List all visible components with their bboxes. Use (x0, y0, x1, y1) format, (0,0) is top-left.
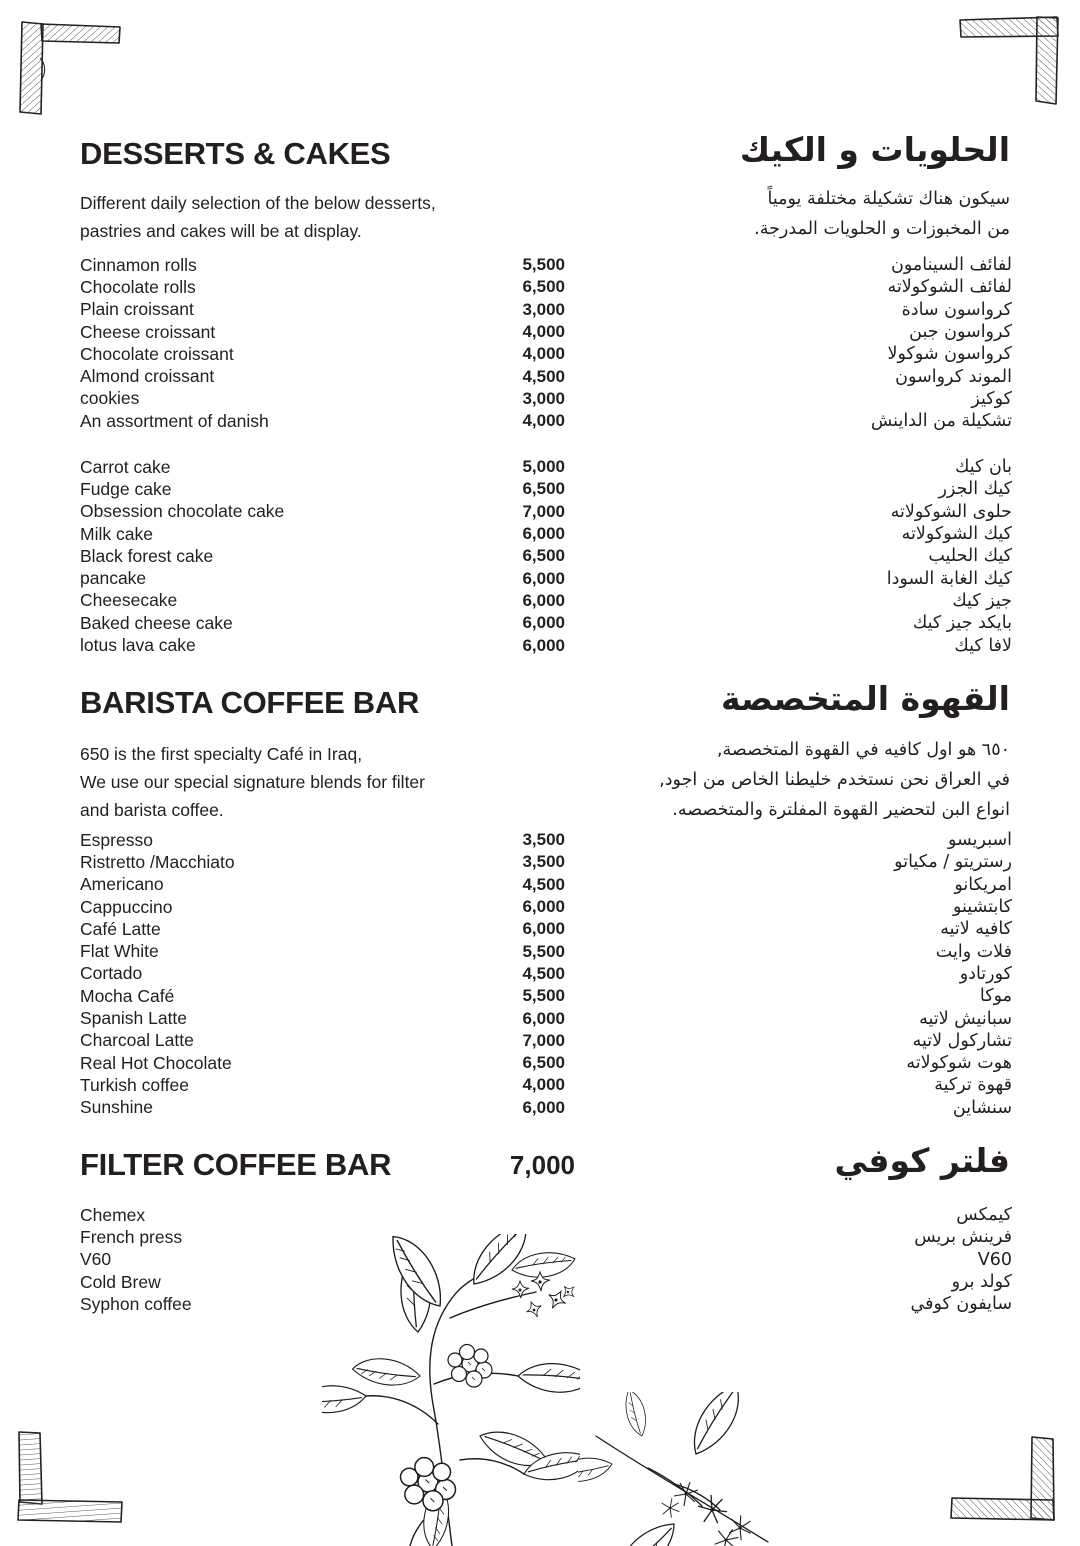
item-name-en: Charcoal Latte (80, 1030, 194, 1051)
desserts-description-ar (754, 184, 1010, 244)
item-name-ar: بايكد جيز كيك (912, 613, 1012, 634)
item-name-en: Fudge cake (80, 478, 172, 499)
menu-item-row (80, 829, 1012, 851)
item-price: 6,000 (522, 897, 565, 917)
item-name-en: Chocolate croissant (80, 343, 234, 364)
wood-corner-bottom-right-icon (950, 1436, 1056, 1522)
item-price: 3,000 (522, 388, 565, 408)
menu-item-row (80, 299, 1012, 321)
item-name-ar: موكا (979, 986, 1012, 1007)
item-name-en: Almond croissant (80, 366, 215, 387)
item-price: 6,500 (522, 277, 565, 297)
description-line: سيكون هناك تشكيلة مختلفة يومياً (767, 189, 1010, 209)
item-name-ar: رستريتو / مكياتو (894, 852, 1012, 873)
item-name-ar: اسبريسو (948, 830, 1012, 851)
menu-item-row (80, 501, 1012, 523)
item-name-ar: فلات وايت (935, 941, 1012, 962)
barista-section-title-ar: القهوة المتخصصة (720, 679, 1010, 718)
item-price: 4,000 (522, 344, 565, 364)
description-line: ٦٥٠ هو اول كافيه في القهوة المتخصصة, (716, 740, 1010, 760)
item-name-ar: كرواسون شوكولا (887, 344, 1012, 365)
item-name-ar: كورتادو (959, 963, 1012, 984)
pastries-list (80, 254, 1012, 432)
item-name-ar: كيك الغابة السودا (886, 568, 1012, 589)
item-name-ar: هوت شوكولاته (906, 1053, 1012, 1074)
menu-item-row (80, 634, 1012, 656)
description-line: 650 is the first specialty Café in Iraq, (80, 744, 363, 764)
item-name-en: Flat White (80, 941, 159, 962)
menu-item-row (80, 410, 1012, 432)
item-price: 4,500 (522, 366, 565, 386)
item-name-en: Mocha Café (80, 985, 175, 1006)
item-name-en: Cheese croissant (80, 321, 216, 342)
menu-item-row (80, 940, 1012, 962)
coffee-sprig-illustration (578, 1392, 783, 1546)
item-name-ar: سبانيش لاتيه (919, 1008, 1012, 1029)
item-price: 4,000 (522, 322, 565, 342)
filter-section-price: 7,000 (509, 1150, 575, 1180)
wood-corner-top-right-icon (958, 14, 1062, 106)
item-name-ar: تشاركول لاتيه (912, 1030, 1012, 1051)
menu-item-row (80, 254, 1012, 276)
barista-section-title-en: BARISTA COFFEE BAR (80, 685, 420, 720)
item-name-ar: V60 (977, 1249, 1012, 1270)
item-name-en: Cold Brew (80, 1271, 161, 1292)
item-price: 7,000 (522, 1030, 565, 1050)
item-price: 6,500 (522, 479, 565, 499)
menu-item-row (80, 1074, 1012, 1096)
description-line: and barista coffee. (80, 800, 224, 820)
item-price: 5,500 (522, 941, 565, 961)
item-name-en: Cappuccino (80, 896, 173, 917)
item-price: 6,000 (522, 524, 565, 544)
menu-item-row (80, 365, 1012, 387)
menu-item-row (80, 1030, 1012, 1052)
item-name-ar: جيز كيك (952, 590, 1012, 611)
item-price: 4,500 (522, 874, 565, 894)
item-price: 3,000 (522, 299, 565, 319)
barista-description-en (80, 740, 425, 824)
item-name-en: Café Latte (80, 918, 161, 939)
item-name-en: Turkish coffee (80, 1074, 189, 1095)
item-name-en: Syphon coffee (80, 1293, 192, 1314)
menu-item-row (80, 321, 1012, 343)
item-name-en: An assortment of danish (80, 410, 269, 431)
item-name-ar: الموند كرواسون (895, 366, 1012, 387)
item-name-ar: كرواسون سادة (901, 299, 1012, 320)
item-name-ar: لفائف السينامون (890, 255, 1012, 276)
item-price: 5,000 (522, 457, 565, 477)
description-line: We use our special signature blends for filter (80, 772, 425, 792)
desserts-section-title-ar: الحلويات و الكيك (739, 130, 1010, 169)
item-name-en: Cortado (80, 963, 143, 984)
coffee-plant-illustration (322, 1234, 580, 1546)
item-price: 6,000 (522, 613, 565, 633)
item-name-ar: كوكيز (971, 388, 1012, 409)
item-name-ar: تشكيلة من الداينش (870, 411, 1012, 432)
item-name-ar: سنشاين (952, 1097, 1012, 1118)
item-name-en: Chocolate rolls (80, 276, 196, 297)
item-name-ar: كيك الشوكولاته (901, 524, 1012, 545)
description-line: في العراق نحن نستخدم خليطنا الخاص من اجود, (659, 770, 1010, 790)
item-name-en: Plain croissant (80, 299, 194, 320)
item-name-ar: سايفون كوفي (910, 1294, 1012, 1315)
item-price: 4,000 (522, 1075, 565, 1095)
menu-item-row (80, 388, 1012, 410)
item-name-en: V60 (80, 1249, 112, 1270)
item-price: 4,500 (522, 963, 565, 983)
item-name-ar: كولد برو (951, 1272, 1012, 1293)
desserts-section-title-en: DESSERTS & CAKES (80, 136, 391, 171)
filter-section-title-en: FILTER COFFEE BAR (80, 1147, 392, 1182)
item-name-en: Espresso (80, 829, 153, 850)
menu-item-row (80, 896, 1012, 918)
item-name-en: Spanish Latte (80, 1008, 188, 1029)
item-name-ar: كيمكس (956, 1205, 1012, 1226)
menu-item-row (80, 567, 1012, 589)
filter-section-title-ar: فلتر كوفي (834, 1141, 1010, 1180)
item-name-ar: كيك الجزر (938, 479, 1012, 500)
item-name-en: Americano (80, 874, 164, 895)
item-name-en: Ristretto /Macchiato (80, 851, 235, 872)
description-line: pastries and cakes will be at display. (80, 221, 362, 241)
menu-item-row (80, 276, 1012, 298)
item-name-ar: فرينش بريس (914, 1227, 1012, 1248)
description-line: من المخبوزات و الحلويات المدرجة. (754, 219, 1010, 239)
desserts-description-en (80, 189, 436, 245)
menu-item-row (80, 1052, 1012, 1074)
item-name-en: Obsession chocolate cake (80, 501, 285, 522)
item-price: 6,000 (522, 590, 565, 610)
item-name-en: Cinnamon rolls (80, 254, 197, 275)
item-name-ar: كرواسون جبن (909, 322, 1012, 343)
menu-item-row (80, 1007, 1012, 1029)
menu-item-row (80, 478, 1012, 500)
item-name-en: Sunshine (80, 1097, 153, 1118)
menu-item-row (80, 523, 1012, 545)
menu-item-row (80, 1097, 1012, 1119)
item-price: 6,000 (522, 1097, 565, 1117)
menu-item-row (80, 590, 1012, 612)
wood-corner-bottom-left-icon (16, 1430, 124, 1524)
menu-item-row (80, 963, 1012, 985)
item-price: 5,500 (522, 986, 565, 1006)
item-price: 3,500 (522, 852, 565, 872)
menu-item-row (80, 456, 1012, 478)
item-name-ar: بان كيك (955, 457, 1012, 478)
item-name-en: Milk cake (80, 523, 153, 544)
item-name-ar: امريكانو (954, 874, 1012, 895)
item-name-en: Black forest cake (80, 545, 214, 566)
barista-drinks-list (80, 829, 1012, 1119)
description-line: انواع البن لتحضير القهوة المفلترة والمتخصصه. (672, 800, 1010, 820)
item-name-en: Chemex (80, 1204, 146, 1225)
menu-item-row (80, 851, 1012, 873)
item-name-ar: لفائف الشوكولاته (887, 277, 1012, 298)
menu-item-row (80, 343, 1012, 365)
item-price: 3,500 (522, 830, 565, 850)
cakes-list (80, 456, 1012, 657)
item-name-ar: كيك الحليب (928, 546, 1012, 567)
item-name-en: Cheesecake (80, 590, 178, 611)
item-name-en: lotus lava cake (80, 635, 196, 656)
menu-item-row (80, 545, 1012, 567)
menu-item-row (80, 874, 1012, 896)
barista-description-ar (659, 735, 1010, 825)
item-name-en: cookies (80, 388, 140, 409)
item-price: 6,000 (522, 1008, 565, 1028)
wood-corner-top-left-icon (18, 20, 122, 116)
item-name-ar: كافيه لاتيه (940, 919, 1012, 940)
item-price: 7,000 (522, 501, 565, 521)
item-name-en: French press (80, 1226, 183, 1247)
item-price: 6,000 (522, 919, 565, 939)
menu-item-row (80, 918, 1012, 940)
item-name-ar: حلوى الشوكولاته (890, 501, 1012, 522)
item-name-ar: لافا كيك (954, 635, 1012, 656)
menu-item-row (80, 1204, 1012, 1226)
item-name-en: Real Hot Chocolate (80, 1052, 232, 1073)
item-price: 6,000 (522, 568, 565, 588)
item-name-ar: كابتشينو (952, 897, 1012, 918)
item-price: 6,000 (522, 635, 565, 655)
item-name-en: Carrot cake (80, 456, 171, 477)
item-name-en: pancake (80, 568, 147, 589)
item-name-en: Baked cheese cake (80, 612, 233, 633)
menu-item-row (80, 612, 1012, 634)
menu-item-row (80, 985, 1012, 1007)
item-price: 5,500 (522, 255, 565, 275)
item-price: 6,500 (522, 546, 565, 566)
item-name-ar: قهوة تركية (934, 1075, 1012, 1096)
item-price: 6,500 (522, 1053, 565, 1073)
item-price: 4,000 (522, 411, 565, 431)
description-line: Different daily selection of the below desserts, (80, 193, 436, 213)
